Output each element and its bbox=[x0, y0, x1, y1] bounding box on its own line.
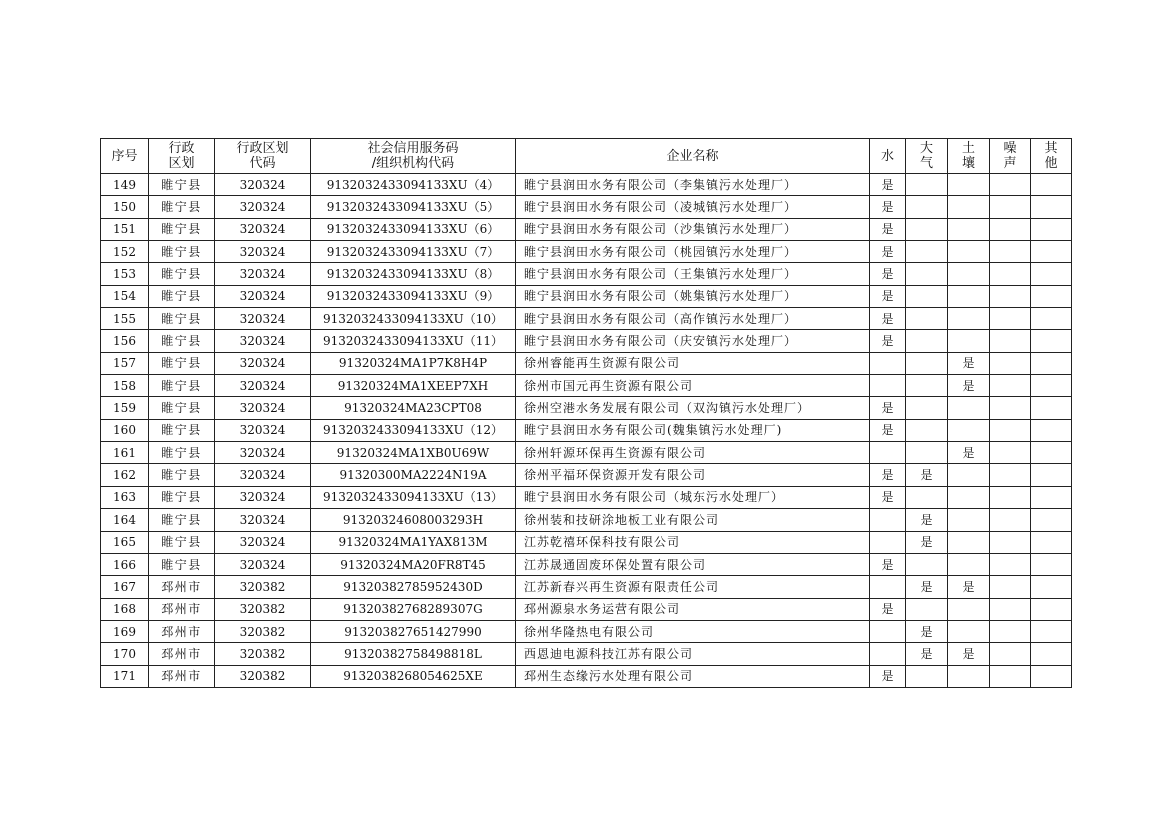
header-soil: 土 壤 bbox=[948, 139, 990, 174]
cell-seq: 166 bbox=[101, 553, 149, 575]
cell-enterprise-name: 睢宁县润田水务有限公司（沙集镇污水处理厂） bbox=[516, 218, 870, 240]
cell-region: 睢宁县 bbox=[149, 174, 215, 196]
cell-credit-code: 9132032433094133XU（6） bbox=[311, 218, 516, 240]
cell-other bbox=[1031, 665, 1072, 687]
cell-seq: 163 bbox=[101, 486, 149, 508]
table-row bbox=[101, 285, 1072, 307]
cell-seq: 156 bbox=[101, 330, 149, 352]
cell-noise bbox=[990, 196, 1031, 218]
cell-soil bbox=[948, 397, 990, 419]
cell-soil bbox=[948, 263, 990, 285]
cell-region-code: 320324 bbox=[215, 285, 311, 307]
cell-credit-code: 9132032433094133XU（12） bbox=[311, 419, 516, 441]
cell-region-code: 320324 bbox=[215, 553, 311, 575]
cell-region: 邳州市 bbox=[149, 598, 215, 620]
cell-noise bbox=[990, 665, 1031, 687]
cell-region-code: 320382 bbox=[215, 620, 311, 642]
cell-air bbox=[906, 486, 948, 508]
cell-enterprise-name: 睢宁县润田水务有限公司（王集镇污水处理厂） bbox=[516, 263, 870, 285]
cell-air bbox=[906, 330, 948, 352]
cell-region-code: 320382 bbox=[215, 643, 311, 665]
cell-other bbox=[1031, 643, 1072, 665]
cell-soil: 是 bbox=[948, 442, 990, 464]
cell-noise bbox=[990, 509, 1031, 531]
cell-seq: 149 bbox=[101, 174, 149, 196]
cell-water: 是 bbox=[870, 330, 906, 352]
cell-water: 是 bbox=[870, 285, 906, 307]
cell-credit-code: 91320300MA2224N19A bbox=[311, 464, 516, 486]
cell-air: 是 bbox=[906, 643, 948, 665]
cell-other bbox=[1031, 531, 1072, 553]
cell-soil bbox=[948, 419, 990, 441]
cell-air bbox=[906, 308, 948, 330]
cell-soil bbox=[948, 486, 990, 508]
cell-region-code: 320382 bbox=[215, 665, 311, 687]
cell-region-code: 320324 bbox=[215, 442, 311, 464]
cell-seq: 158 bbox=[101, 375, 149, 397]
cell-region-code: 320324 bbox=[215, 352, 311, 374]
cell-noise bbox=[990, 486, 1031, 508]
cell-other bbox=[1031, 196, 1072, 218]
cell-other bbox=[1031, 241, 1072, 263]
cell-credit-code: 9132032433094133XU（8） bbox=[311, 263, 516, 285]
cell-water: 是 bbox=[870, 196, 906, 218]
cell-credit-code: 91320324MA20FR8T45 bbox=[311, 553, 516, 575]
cell-enterprise-name: 江苏晟通固废环保处置有限公司 bbox=[516, 553, 870, 575]
cell-water: 是 bbox=[870, 665, 906, 687]
cell-enterprise-name: 睢宁县润田水务有限公司（城东污水处理厂） bbox=[516, 486, 870, 508]
cell-air bbox=[906, 241, 948, 263]
cell-noise bbox=[990, 464, 1031, 486]
cell-region: 睢宁县 bbox=[149, 464, 215, 486]
cell-region-code: 320324 bbox=[215, 330, 311, 352]
cell-soil bbox=[948, 464, 990, 486]
cell-water: 是 bbox=[870, 218, 906, 240]
cell-noise bbox=[990, 620, 1031, 642]
cell-seq: 169 bbox=[101, 620, 149, 642]
cell-region: 睢宁县 bbox=[149, 397, 215, 419]
cell-credit-code: 9132032433094133XU（7） bbox=[311, 241, 516, 263]
cell-credit-code: 9132032433094133XU（13） bbox=[311, 486, 516, 508]
cell-enterprise-name: 徐州华隆热电有限公司 bbox=[516, 620, 870, 642]
cell-region-code: 320324 bbox=[215, 308, 311, 330]
cell-seq: 153 bbox=[101, 263, 149, 285]
cell-enterprise-name: 睢宁县润田水务有限公司（凌城镇污水处理厂） bbox=[516, 196, 870, 218]
cell-soil: 是 bbox=[948, 643, 990, 665]
table-row bbox=[101, 643, 1072, 665]
cell-soil bbox=[948, 553, 990, 575]
header-seq: 序号 bbox=[101, 139, 149, 174]
table-row bbox=[101, 665, 1072, 687]
table-row bbox=[101, 464, 1072, 486]
cell-water: 是 bbox=[870, 263, 906, 285]
cell-air bbox=[906, 419, 948, 441]
cell-noise bbox=[990, 241, 1031, 263]
cell-seq: 155 bbox=[101, 308, 149, 330]
cell-region-code: 320382 bbox=[215, 598, 311, 620]
cell-credit-code: 9132032433094133XU（10） bbox=[311, 308, 516, 330]
cell-air bbox=[906, 218, 948, 240]
cell-seq: 150 bbox=[101, 196, 149, 218]
cell-air bbox=[906, 442, 948, 464]
cell-region-code: 320324 bbox=[215, 397, 311, 419]
cell-air: 是 bbox=[906, 531, 948, 553]
cell-region: 睢宁县 bbox=[149, 263, 215, 285]
cell-enterprise-name: 西恩迪电源科技江苏有限公司 bbox=[516, 643, 870, 665]
cell-region-code: 320324 bbox=[215, 174, 311, 196]
cell-enterprise-name: 邳州源泉水务运营有限公司 bbox=[516, 598, 870, 620]
cell-water: 是 bbox=[870, 598, 906, 620]
cell-region-code: 320324 bbox=[215, 486, 311, 508]
table-row bbox=[101, 442, 1072, 464]
cell-air bbox=[906, 285, 948, 307]
table-body bbox=[101, 174, 1072, 688]
header-other: 其 他 bbox=[1031, 139, 1072, 174]
cell-air: 是 bbox=[906, 620, 948, 642]
cell-region-code: 320382 bbox=[215, 576, 311, 598]
header-row bbox=[101, 139, 1072, 174]
table-row bbox=[101, 553, 1072, 575]
cell-credit-code: 91320382768289307G bbox=[311, 598, 516, 620]
cell-soil bbox=[948, 196, 990, 218]
cell-other bbox=[1031, 442, 1072, 464]
cell-enterprise-name: 睢宁县润田水务有限公司（李集镇污水处理厂） bbox=[516, 174, 870, 196]
cell-region: 睢宁县 bbox=[149, 442, 215, 464]
cell-region: 睢宁县 bbox=[149, 375, 215, 397]
cell-seq: 171 bbox=[101, 665, 149, 687]
cell-seq: 165 bbox=[101, 531, 149, 553]
cell-seq: 167 bbox=[101, 576, 149, 598]
cell-other bbox=[1031, 486, 1072, 508]
cell-seq: 154 bbox=[101, 285, 149, 307]
cell-enterprise-name: 徐州睿能再生资源有限公司 bbox=[516, 352, 870, 374]
cell-region-code: 320324 bbox=[215, 509, 311, 531]
cell-soil bbox=[948, 285, 990, 307]
cell-noise bbox=[990, 598, 1031, 620]
cell-region: 睢宁县 bbox=[149, 196, 215, 218]
cell-credit-code: 9132032433094133XU（5） bbox=[311, 196, 516, 218]
cell-soil bbox=[948, 241, 990, 263]
cell-air bbox=[906, 553, 948, 575]
cell-air: 是 bbox=[906, 509, 948, 531]
header-region-code: 行政区划 代码 bbox=[215, 139, 311, 174]
cell-soil bbox=[948, 665, 990, 687]
cell-credit-code: 9132032433094133XU（9） bbox=[311, 285, 516, 307]
cell-noise bbox=[990, 174, 1031, 196]
cell-water bbox=[870, 442, 906, 464]
cell-soil bbox=[948, 218, 990, 240]
cell-other bbox=[1031, 553, 1072, 575]
cell-region: 睢宁县 bbox=[149, 509, 215, 531]
cell-other bbox=[1031, 598, 1072, 620]
cell-noise bbox=[990, 330, 1031, 352]
header-water: 水 bbox=[870, 139, 906, 174]
cell-water bbox=[870, 643, 906, 665]
cell-noise bbox=[990, 375, 1031, 397]
cell-credit-code: 91320382785952430D bbox=[311, 576, 516, 598]
table-row bbox=[101, 397, 1072, 419]
cell-seq: 159 bbox=[101, 397, 149, 419]
cell-region-code: 320324 bbox=[215, 531, 311, 553]
cell-other bbox=[1031, 218, 1072, 240]
header-enterprise-name: 企业名称 bbox=[516, 139, 870, 174]
cell-other bbox=[1031, 174, 1072, 196]
cell-seq: 161 bbox=[101, 442, 149, 464]
cell-soil: 是 bbox=[948, 576, 990, 598]
cell-enterprise-name: 睢宁县润田水务有限公司（姚集镇污水处理厂） bbox=[516, 285, 870, 307]
cell-enterprise-name: 徐州轩源环保再生资源有限公司 bbox=[516, 442, 870, 464]
cell-other bbox=[1031, 375, 1072, 397]
cell-noise bbox=[990, 419, 1031, 441]
header-credit-code: 社会信用服务码 /组织机构代码 bbox=[311, 139, 516, 174]
cell-region: 邳州市 bbox=[149, 665, 215, 687]
cell-noise bbox=[990, 576, 1031, 598]
cell-other bbox=[1031, 285, 1072, 307]
cell-soil bbox=[948, 330, 990, 352]
cell-enterprise-name: 睢宁县润田水务有限公司(魏集镇污水处理厂) bbox=[516, 419, 870, 441]
cell-enterprise-name: 徐州空港水务发展有限公司（双沟镇污水处理厂） bbox=[516, 397, 870, 419]
cell-enterprise-name: 徐州平福环保资源开发有限公司 bbox=[516, 464, 870, 486]
cell-seq: 162 bbox=[101, 464, 149, 486]
cell-noise bbox=[990, 285, 1031, 307]
cell-region: 睢宁县 bbox=[149, 486, 215, 508]
cell-seq: 151 bbox=[101, 218, 149, 240]
table-row bbox=[101, 174, 1072, 196]
cell-enterprise-name: 江苏新春兴再生资源有限责任公司 bbox=[516, 576, 870, 598]
cell-enterprise-name: 邳州生态缘污水处理有限公司 bbox=[516, 665, 870, 687]
cell-region: 睢宁县 bbox=[149, 241, 215, 263]
cell-credit-code: 9132038268054625XE bbox=[311, 665, 516, 687]
cell-region: 睢宁县 bbox=[149, 531, 215, 553]
cell-air bbox=[906, 598, 948, 620]
cell-soil bbox=[948, 308, 990, 330]
cell-noise bbox=[990, 643, 1031, 665]
header-air: 大 气 bbox=[906, 139, 948, 174]
cell-soil: 是 bbox=[948, 352, 990, 374]
cell-credit-code: 91320324608003293H bbox=[311, 509, 516, 531]
table-row bbox=[101, 218, 1072, 240]
cell-water bbox=[870, 352, 906, 374]
cell-seq: 164 bbox=[101, 509, 149, 531]
cell-soil bbox=[948, 174, 990, 196]
cell-region-code: 320324 bbox=[215, 218, 311, 240]
cell-credit-code: 913203827651427990 bbox=[311, 620, 516, 642]
cell-noise bbox=[990, 531, 1031, 553]
cell-other bbox=[1031, 397, 1072, 419]
cell-region: 睢宁县 bbox=[149, 285, 215, 307]
cell-air: 是 bbox=[906, 464, 948, 486]
cell-seq: 160 bbox=[101, 419, 149, 441]
cell-noise bbox=[990, 397, 1031, 419]
cell-water: 是 bbox=[870, 419, 906, 441]
cell-enterprise-name: 睢宁县润田水务有限公司（高作镇污水处理厂） bbox=[516, 308, 870, 330]
cell-soil: 是 bbox=[948, 375, 990, 397]
cell-region: 睢宁县 bbox=[149, 308, 215, 330]
cell-region: 邳州市 bbox=[149, 620, 215, 642]
cell-enterprise-name: 徐州装和技研涂地板工业有限公司 bbox=[516, 509, 870, 531]
cell-other bbox=[1031, 419, 1072, 441]
table-row bbox=[101, 241, 1072, 263]
cell-credit-code: 91320382758498818L bbox=[311, 643, 516, 665]
cell-region: 睢宁县 bbox=[149, 330, 215, 352]
table-row bbox=[101, 620, 1072, 642]
cell-region-code: 320324 bbox=[215, 419, 311, 441]
cell-credit-code: 91320324MA1P7K8H4P bbox=[311, 352, 516, 374]
table-row bbox=[101, 263, 1072, 285]
header-noise: 噪 声 bbox=[990, 139, 1031, 174]
cell-water: 是 bbox=[870, 308, 906, 330]
table-row bbox=[101, 598, 1072, 620]
cell-region-code: 320324 bbox=[215, 241, 311, 263]
cell-region: 邳州市 bbox=[149, 576, 215, 598]
cell-region: 睢宁县 bbox=[149, 419, 215, 441]
cell-water bbox=[870, 375, 906, 397]
cell-other bbox=[1031, 330, 1072, 352]
header-region: 行政 区划 bbox=[149, 139, 215, 174]
table-row bbox=[101, 509, 1072, 531]
cell-region: 睢宁县 bbox=[149, 352, 215, 374]
cell-credit-code: 9132032433094133XU（4） bbox=[311, 174, 516, 196]
cell-region-code: 320324 bbox=[215, 196, 311, 218]
cell-enterprise-name: 徐州市国元再生资源有限公司 bbox=[516, 375, 870, 397]
cell-noise bbox=[990, 352, 1031, 374]
cell-other bbox=[1031, 352, 1072, 374]
cell-region-code: 320324 bbox=[215, 263, 311, 285]
cell-water: 是 bbox=[870, 397, 906, 419]
cell-air bbox=[906, 375, 948, 397]
cell-water bbox=[870, 531, 906, 553]
cell-other bbox=[1031, 576, 1072, 598]
cell-air bbox=[906, 352, 948, 374]
cell-credit-code: 91320324MA1YAX813M bbox=[311, 531, 516, 553]
cell-enterprise-name: 江苏乾禧环保科技有限公司 bbox=[516, 531, 870, 553]
table-row bbox=[101, 531, 1072, 553]
cell-soil bbox=[948, 509, 990, 531]
cell-air: 是 bbox=[906, 576, 948, 598]
table-row bbox=[101, 352, 1072, 374]
cell-soil bbox=[948, 531, 990, 553]
cell-water: 是 bbox=[870, 174, 906, 196]
cell-enterprise-name: 睢宁县润田水务有限公司（桃园镇污水处理厂） bbox=[516, 241, 870, 263]
cell-credit-code: 91320324MA1XEEP7XH bbox=[311, 375, 516, 397]
cell-soil bbox=[948, 620, 990, 642]
cell-noise bbox=[990, 553, 1031, 575]
cell-air bbox=[906, 665, 948, 687]
cell-other bbox=[1031, 464, 1072, 486]
cell-water bbox=[870, 620, 906, 642]
cell-seq: 168 bbox=[101, 598, 149, 620]
table-row bbox=[101, 486, 1072, 508]
table-row bbox=[101, 330, 1072, 352]
cell-region: 睢宁县 bbox=[149, 218, 215, 240]
cell-region-code: 320324 bbox=[215, 375, 311, 397]
cell-water: 是 bbox=[870, 553, 906, 575]
cell-air bbox=[906, 397, 948, 419]
cell-water: 是 bbox=[870, 241, 906, 263]
cell-credit-code: 9132032433094133XU（11） bbox=[311, 330, 516, 352]
table-row bbox=[101, 308, 1072, 330]
cell-water: 是 bbox=[870, 464, 906, 486]
cell-water: 是 bbox=[870, 486, 906, 508]
cell-noise bbox=[990, 263, 1031, 285]
cell-other bbox=[1031, 263, 1072, 285]
cell-noise bbox=[990, 218, 1031, 240]
cell-noise bbox=[990, 308, 1031, 330]
cell-credit-code: 91320324MA1XB0U69W bbox=[311, 442, 516, 464]
cell-seq: 152 bbox=[101, 241, 149, 263]
cell-region: 睢宁县 bbox=[149, 553, 215, 575]
cell-enterprise-name: 睢宁县润田水务有限公司（庆安镇污水处理厂） bbox=[516, 330, 870, 352]
table-row bbox=[101, 375, 1072, 397]
cell-soil bbox=[948, 598, 990, 620]
cell-region: 邳州市 bbox=[149, 643, 215, 665]
cell-air bbox=[906, 174, 948, 196]
cell-other bbox=[1031, 308, 1072, 330]
cell-other bbox=[1031, 620, 1072, 642]
cell-air bbox=[906, 196, 948, 218]
cell-noise bbox=[990, 442, 1031, 464]
cell-seq: 157 bbox=[101, 352, 149, 374]
table-row bbox=[101, 576, 1072, 598]
cell-water bbox=[870, 509, 906, 531]
cell-water bbox=[870, 576, 906, 598]
table-row bbox=[101, 196, 1072, 218]
table-header bbox=[101, 139, 1072, 174]
cell-other bbox=[1031, 509, 1072, 531]
cell-region-code: 320324 bbox=[215, 464, 311, 486]
cell-air bbox=[906, 263, 948, 285]
cell-seq: 170 bbox=[101, 643, 149, 665]
enterprise-table bbox=[100, 138, 1072, 688]
cell-credit-code: 91320324MA23CPT08 bbox=[311, 397, 516, 419]
table-row bbox=[101, 419, 1072, 441]
